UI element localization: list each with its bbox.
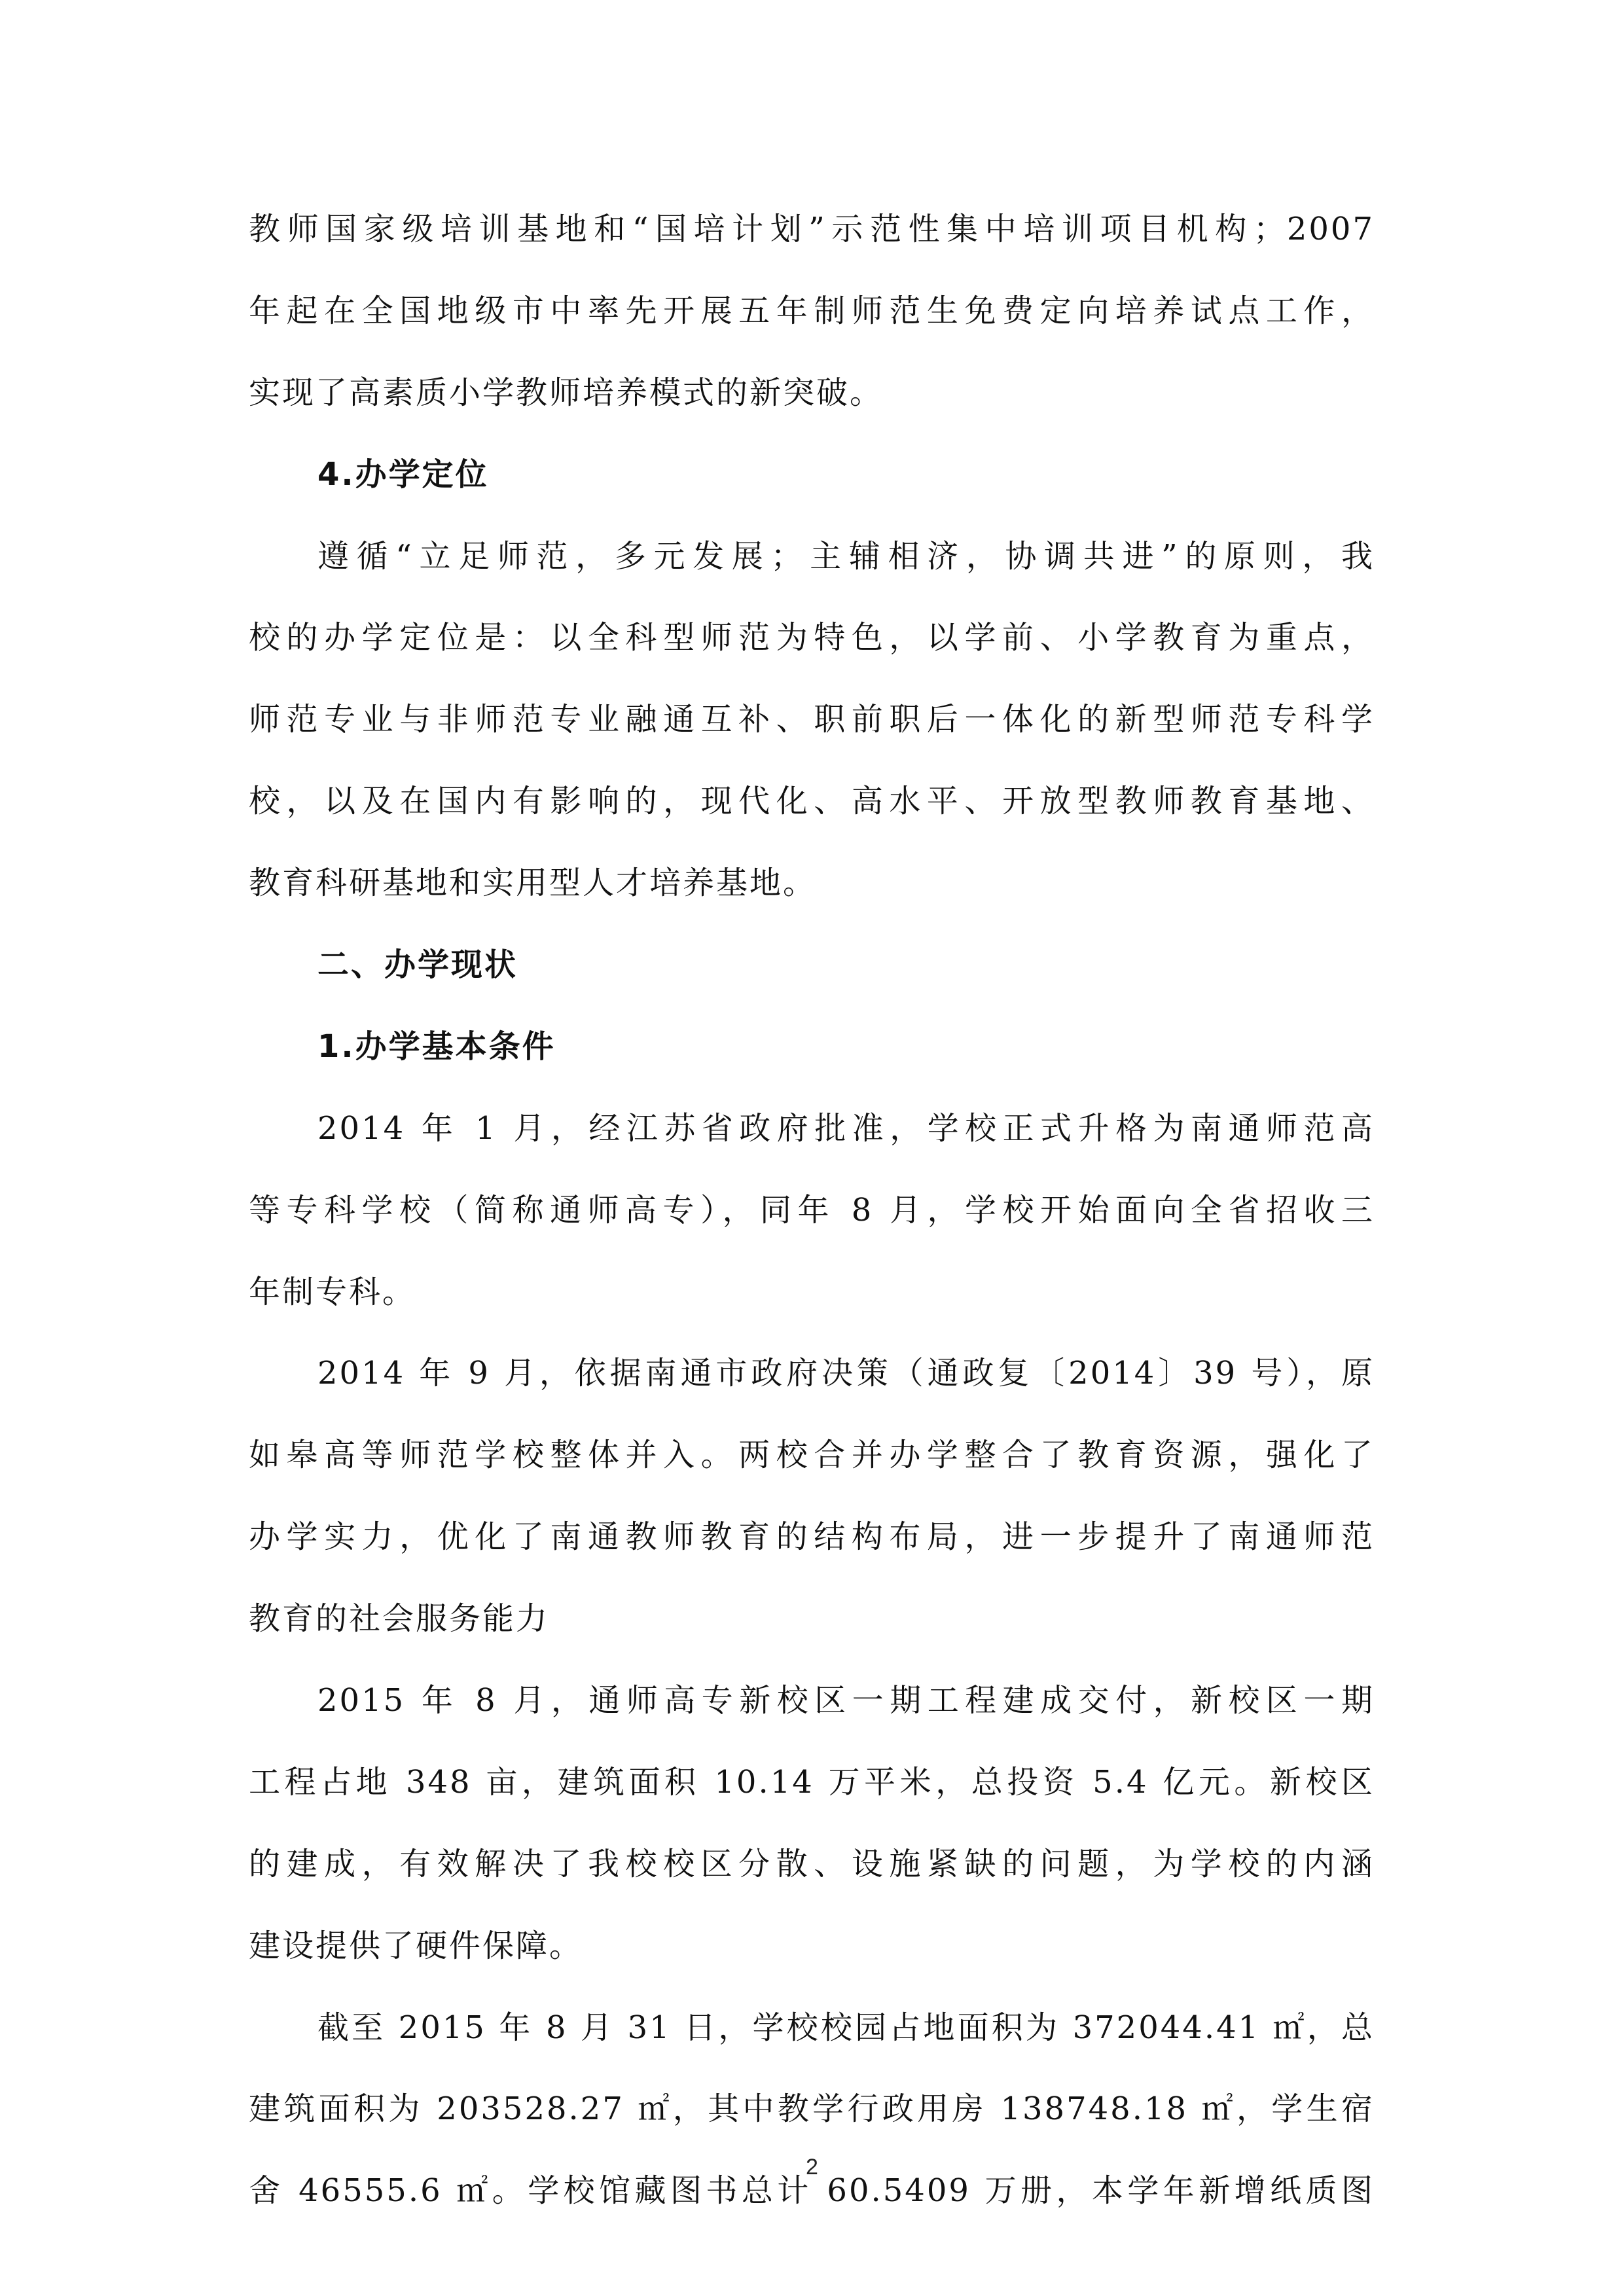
text-line: 师范专业与非师范专业融通互补、职前职后一体化的新型师范专科学 (249, 701, 1375, 738)
text-line: 教育的社会服务能力 (249, 1600, 550, 1638)
text-line: 年起在全国地级市中率先开展五年制师范生免费定向培养试点工作， (249, 292, 1375, 329)
text-line: 实现了高素质小学教师培养模式的新突破。 (249, 374, 884, 411)
page-number: 2 (806, 2155, 818, 2179)
text-line: 等专科学校（简称通师高专），同年 8 月，学校开始面向全省招收三 (249, 1191, 1375, 1229)
text-line: 2015 年 8 月，通师高专新校区一期工程建成交付，新校区一期 (317, 1682, 1375, 1719)
text-line: 建筑面积为 203528.27 ㎡，其中教学行政用房 138748.18 ㎡，学生宿 (249, 2090, 1375, 2128)
text-line: 年制专科。 (249, 1273, 416, 1310)
text-line: 舍 46555.6 ㎡。学校馆藏图书总计 60.5409 万册，本学年新增纸质图 (249, 2172, 1375, 2210)
text-line: 截至 2015 年 8 月 31 日，学校校园占地面积为 372044.41 ㎡，总 (317, 2009, 1375, 2046)
text-line: 的建成，有效解决了我校校区分散、设施紧缺的问题，为学校的内涵 (249, 1845, 1375, 1882)
text-line: 建设提供了硬件保障。 (249, 1927, 583, 1964)
text-line: 校的办学定位是：以全科型师范为特色，以学前、小学教育为重点， (249, 619, 1375, 656)
text-line: 工程占地 348 亩，建筑面积 10.14 万平米，总投资 5.4 亿元。新校区 (249, 1763, 1375, 1801)
document-body (249, 188, 1375, 2232)
text-line: 遵循“立足师范，多元发展；主辅相济，协调共进”的原则，我 (317, 537, 1375, 575)
text-line: 办学实力，优化了南通教师教育的结构布局，进一步提升了南通师范 (249, 1518, 1375, 1556)
section-heading: 二、办学现状 (317, 946, 518, 984)
text-line: 教育科研基地和实用型人才培养基地。 (249, 865, 817, 902)
text-line: 如皋高等师范学校整体并入。两校合并办学整合了教育资源，强化了 (249, 1437, 1375, 1474)
text-line: 2014 年 1 月，经江苏省政府批准，学校正式升格为南通师范高 (317, 1109, 1375, 1147)
section-heading: 4.办学定位 (317, 456, 489, 493)
text-line: 校，以及在国内有影响的，现代化、高水平、开放型教师教育基地、 (249, 783, 1375, 820)
subsection-heading: 1.办学基本条件 (317, 1028, 556, 1065)
text-line: 教师国家级培训基地和“国培计划”示范性集中培训项目机构；2007 (249, 211, 1375, 247)
text-line: 2014 年 9 月，依据南通市政府决策（通政复〔2014〕39 号），原 (317, 1355, 1375, 1392)
